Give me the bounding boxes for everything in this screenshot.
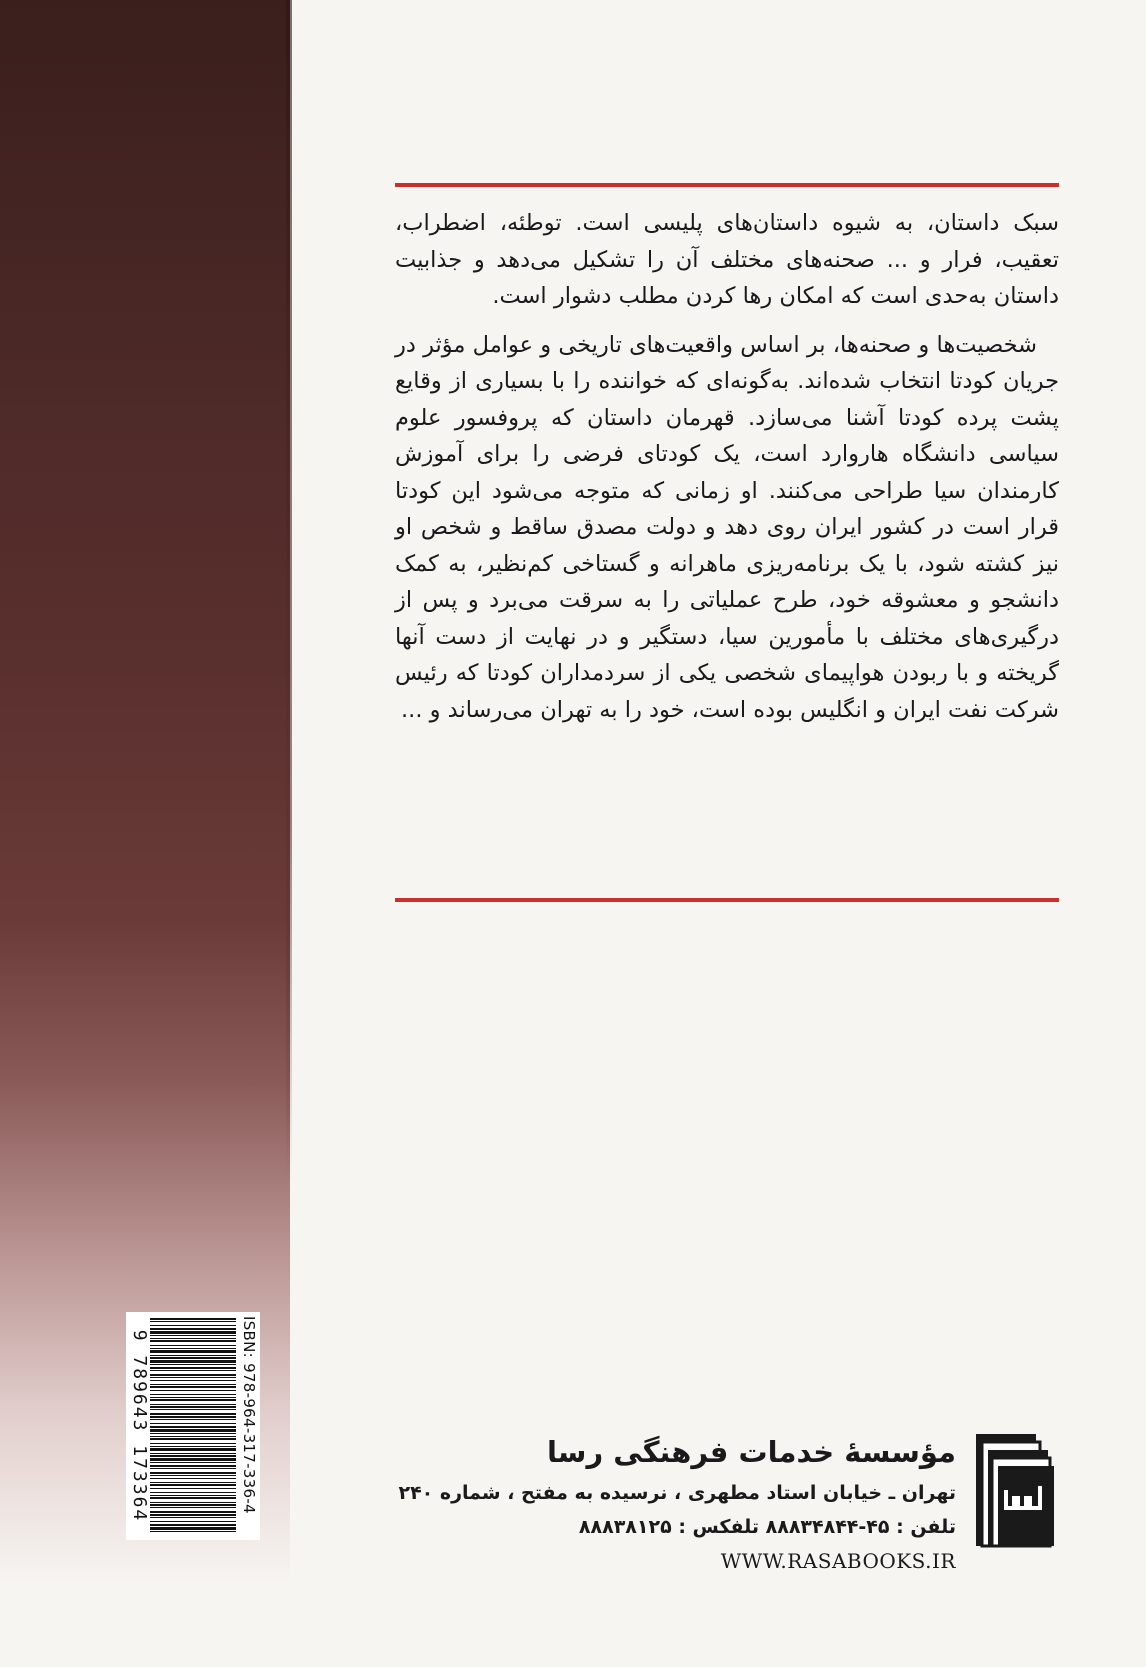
barcode-bar [150,1413,236,1415]
barcode-bar [150,1399,236,1401]
barcode-bar [150,1524,236,1526]
publisher-address: تهران ـ خیابان استاد مطهری ، نرسیده به مفتح ، شماره ۲۴۰ [398,1482,956,1504]
blurb-paragraph-1: سبک داستان، به شیوه داستان‌های پلیسی است. توطئه، اضطراب، تعقیب، فرار و ... صحنه‌های مختلف آن را تشکیل می‌دهد و جذابیت داستان به‌حدی است که امکان رها کردن مطلب دشوار است. [395,210,1059,309]
barcode-bar [150,1360,236,1363]
publisher-info [396,1432,956,1578]
barcode-bar [150,1453,236,1454]
publisher-logo [970,1430,1058,1552]
barcode-bar [150,1429,236,1432]
barcode-bar [150,1350,236,1353]
barcode-bar [150,1364,236,1365]
barcode-bar [150,1318,236,1320]
barcode-bar [150,1488,236,1489]
barcode-bar [150,1531,236,1532]
spine-edge-shadow [286,0,292,1180]
barcode-bar [150,1458,236,1461]
isbn-barcode [126,1312,260,1540]
barcode-bar [150,1423,236,1424]
barcode-bar [150,1406,236,1408]
barcode-bar [150,1348,236,1349]
barcode-bar [150,1507,236,1508]
barcode-bar [150,1472,236,1474]
publisher-name: مؤسسهٔ خدمات فرهنگی رسا [547,1435,956,1469]
barcode-bar [150,1380,236,1381]
top-red-rule [395,183,1059,187]
barcode-bar [150,1475,236,1476]
barcode-bar [150,1397,236,1398]
barcode-bar [150,1504,236,1506]
barcode-bar [150,1436,236,1437]
barcode-bar [150,1478,236,1479]
barcode-bar [150,1455,236,1457]
barcode-bar [150,1340,236,1342]
barcode-bar [150,1416,236,1418]
barcode-bar [150,1511,236,1513]
barcode-bar [150,1394,236,1395]
barcode-bar [150,1345,236,1346]
back-cover-blurb [395,205,1059,728]
barcode-bar [150,1497,236,1499]
barcode-bar [150,1521,236,1522]
barcode-bar [150,1409,236,1410]
barcode-bar [150,1335,236,1336]
barcode-bar [150,1328,236,1330]
barcode-bar [150,1426,236,1428]
barcode-bar [150,1325,236,1326]
barcode-bars [150,1316,236,1536]
barcode-bar [150,1367,236,1369]
barcode-bar [150,1374,236,1376]
barcode-bar [150,1482,236,1483]
publisher-phone: تلفن : ۴۵-۸۸۸۳۴۸۴۴ تلفکس : ۸۸۸۳۸۱۲۵ [578,1516,956,1538]
barcode-bar [150,1484,236,1486]
barcode-bar [150,1377,236,1378]
barcode-bar [150,1465,236,1467]
barcode-bar [150,1355,236,1356]
isbn-digits: 9 789643 173364 [129,1329,150,1523]
barcode-bar [150,1517,236,1518]
barcode-bar [150,1331,236,1334]
barcode-bar [150,1370,236,1371]
blurb-paragraph-2: شخصیت‌ها و صحنه‌ها، بر اساس واقعیت‌های تاریخی و عوامل مؤثر در جریان کودتا انتخاب شده‌اند. به‌گونه‌ای که خواننده را با بسیاری از وقایع پشت پرده کودتا آشنا می‌سازد. قهرمان داستان که پروفسور علوم سیاسی دانشگاه هاروارد است، یک کودتای فرضی را برای آموزش کارمندان سیا طراحی می‌کنند. او زمانی که متوجه می‌شود این کودتا قرار است در کشور ایران روی دهد و دولت مصدق ساقط و شخص او نیز کشته شود، با یک برنامه‌ریزی ماهرانه و گستاخی کم‌نظیر، به کمک دانشجو و معشوقه خود، طرح عملیاتی را به سرقت می‌برد و پس از درگیری‌های مختلف با مأمورین سیا، دستگیر و در نهایت از دست آنها گریخته و با ربودن هواپیمای شخصی یکی از سردمداران کودتا که رئیس شرکت نفت ایران و انگلیس بوده است، خود را به تهران می‌رساند و ... [395,331,1059,723]
barcode-bar [150,1357,236,1359]
barcode-bar [150,1495,236,1496]
barcode-bar [150,1448,236,1451]
barcode-bar [150,1386,236,1388]
barcode-bar [150,1514,236,1516]
barcode-bar [150,1502,236,1503]
barcode-bar [150,1321,236,1322]
barcode-bar [150,1384,236,1385]
publisher-website: WWW.RASABOOKS.IR [720,1549,956,1573]
isbn-label: ISBN: 978-964-317-336-4 [240,1316,258,1514]
barcode-bar [150,1404,236,1405]
barcode-bar [150,1419,236,1420]
barcode-bar [150,1527,236,1530]
barcode-bar [150,1492,236,1493]
barcode-bar [150,1433,236,1434]
barcode-bar [150,1338,236,1339]
barcode-bar [150,1390,236,1391]
barcode-bar [150,1443,236,1444]
bottom-red-rule [395,898,1059,902]
barcode-bar [150,1462,236,1463]
barcode-bar [150,1446,236,1447]
barcode-bar [150,1438,236,1440]
barcode-bar [150,1468,236,1469]
